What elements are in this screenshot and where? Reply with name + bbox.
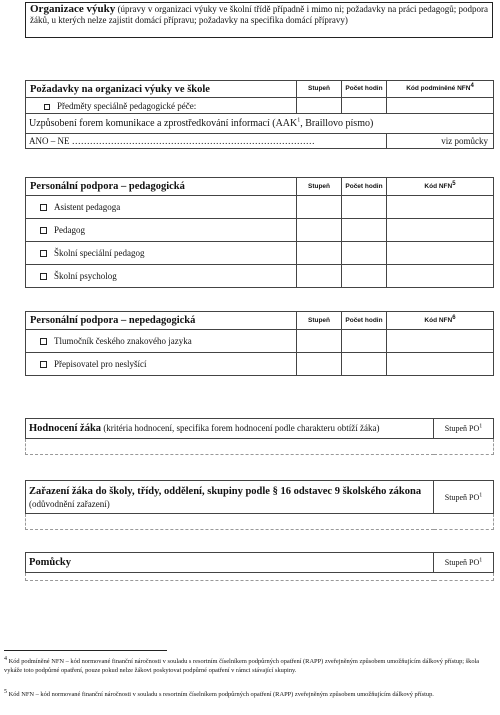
pomucky-stupen-po[interactable]: Stupeň $PO^1$ (434, 553, 494, 573)
zarazeni-header (26, 481, 434, 514)
row-prepisovatel[interactable] (26, 353, 297, 376)
cell-kod[interactable] (387, 265, 494, 288)
col-pocet-hodin: Počet hodin (342, 178, 387, 196)
section-pomucky (25, 552, 494, 581)
hodnoceni-stupen-po[interactable]: Stupeň $PO^1$ (434, 419, 494, 439)
cell-stupen[interactable] (297, 265, 342, 288)
pomucky-textarea[interactable] (26, 573, 494, 581)
cell-stupen[interactable] (297, 219, 342, 242)
zarazeni-text: (odůvodnění zařazení) (29, 498, 110, 509)
footnote-divider (4, 650, 167, 651)
cell-stupen[interactable] (297, 330, 342, 353)
checkbox[interactable] (40, 338, 47, 345)
zarazeni-title: Zařazení žáka do školy, třídy, oddělení, skupiny podle § 16 odstavec 9 školského zákona (29, 485, 422, 497)
row-ano-ne[interactable]: ANO – NE ……………………………………………………………………… (26, 134, 387, 149)
col-stupen: Stupeň (297, 312, 342, 330)
cell-stupen[interactable] (297, 353, 342, 376)
cell-kod[interactable] (387, 196, 494, 219)
row-label: Pedagog (54, 225, 85, 235)
checkbox[interactable] (40, 273, 47, 280)
row-predmety[interactable] (26, 98, 297, 114)
organizace-text: (úpravy v organizaci výuky ve školní třídě případně i mimo ni; požadavky na práci pedagogů; podpora žáků, u kterých nelze zajistit domácí přípravu; požadavky na specifika domácí přípravy) (30, 4, 488, 25)
cell-kod[interactable] (387, 353, 494, 376)
row-label: Předměty speciálně pedagogické péče: (57, 100, 197, 111)
row-uzpusobeni: Uzpůsobení forem komunikace a zprostředkování informací (AAK$^1$, Braillovo písmo) (26, 114, 494, 134)
cell-pocet[interactable] (342, 265, 387, 288)
row-label: Školní psycholog (54, 271, 117, 281)
row-label: Asistent pedagoga (54, 202, 121, 212)
zarazeni-textarea[interactable] (26, 514, 494, 530)
section-organizace-vyuky (25, 2, 493, 38)
neped-title: Personální podpora – nepedagogická (26, 312, 297, 330)
footnote-4: $^4$ Kód podmíněné NFN – kód normované finanční náročnosti v souladu s resortním číselníkem podpůrných opatření (RAPP) zveřejněným způsobem umožňujícím dálkový přístup; škola vykáže toto podpůrné opatření, pouze pokud nelze žákovi poskytovat podpůrné opatření v rámci stávající skupiny. (4, 655, 480, 674)
cell-kod[interactable] (387, 242, 494, 265)
cell-pocet[interactable] (342, 98, 387, 114)
cell-stupen[interactable] (297, 98, 342, 114)
row-asistent-pedagoga[interactable] (26, 196, 297, 219)
pozadavky-title: Požadavky na organizaci výuky ve škole (26, 81, 297, 98)
col-kod-nfn: Kód podmíněné NFN$^4$ (387, 81, 494, 98)
hodnoceni-header (26, 419, 434, 439)
col-pocet-hodin: Počet hodin (342, 312, 387, 330)
cell-pocet[interactable] (342, 330, 387, 353)
cell-pocet[interactable] (342, 219, 387, 242)
col-stupen: Stupeň (297, 81, 342, 98)
row-label: Školní speciální pedagog (54, 248, 145, 258)
checkbox[interactable] (44, 104, 50, 110)
cell-kod[interactable] (387, 98, 494, 114)
footnote-5: $^5$ Kód NFN – kód normované finanční náročnosti v souladu s resortním číselníkem podpůrných opatření (RAPP) zveřejněným způsobem umožňujícím dálkový přístup. (4, 688, 434, 698)
checkbox[interactable] (40, 204, 47, 211)
cell-pocet[interactable] (342, 242, 387, 265)
cell-stupen[interactable] (297, 196, 342, 219)
table-personalni-pedagogicka (25, 177, 494, 288)
checkbox[interactable] (40, 361, 47, 368)
row-skolni-specialni-pedagog[interactable] (26, 242, 297, 265)
table-personalni-nepedagogicka (25, 311, 494, 376)
row-label: Tlumočník českého znakového jazyka (54, 336, 192, 346)
row-skolni-psycholog[interactable] (26, 265, 297, 288)
col-kod-nfn: Kód NFN$^6$ (387, 312, 494, 330)
hodnoceni-text: (kritéria hodnocení, specifika forem hodnocení podle charakteru obtíží žáka) (103, 423, 380, 433)
section-hodnoceni-zaka (25, 418, 494, 455)
cell-kod[interactable] (387, 219, 494, 242)
checkbox[interactable] (40, 227, 47, 234)
organizace-title: Organizace výuky (30, 3, 116, 15)
viz-pomucky: viz pomůcky (387, 134, 494, 149)
hodnoceni-title: Hodnocení žáka (29, 423, 102, 434)
col-pocet-hodin: Počet hodin (342, 81, 387, 98)
ped-title: Personální podpora – pedagogická (26, 178, 297, 196)
checkbox[interactable] (40, 250, 47, 257)
zarazeni-stupen-po[interactable]: Stupeň $PO^1$ (434, 481, 494, 514)
col-stupen: Stupeň (297, 178, 342, 196)
cell-stupen[interactable] (297, 242, 342, 265)
table-pozadavky (25, 80, 494, 149)
section-zarazeni-zaka (25, 480, 494, 530)
row-tlumocnik[interactable] (26, 330, 297, 353)
hodnoceni-textarea[interactable] (26, 439, 494, 455)
cell-kod[interactable] (387, 330, 494, 353)
pomucky-title: Pomůcky (26, 553, 434, 573)
cell-pocet[interactable] (342, 196, 387, 219)
cell-pocet[interactable] (342, 353, 387, 376)
row-pedagog[interactable] (26, 219, 297, 242)
col-kod-nfn: Kód NFN$^5$ (387, 178, 494, 196)
row-label: Přepisovatel pro neslyšící (54, 359, 147, 369)
